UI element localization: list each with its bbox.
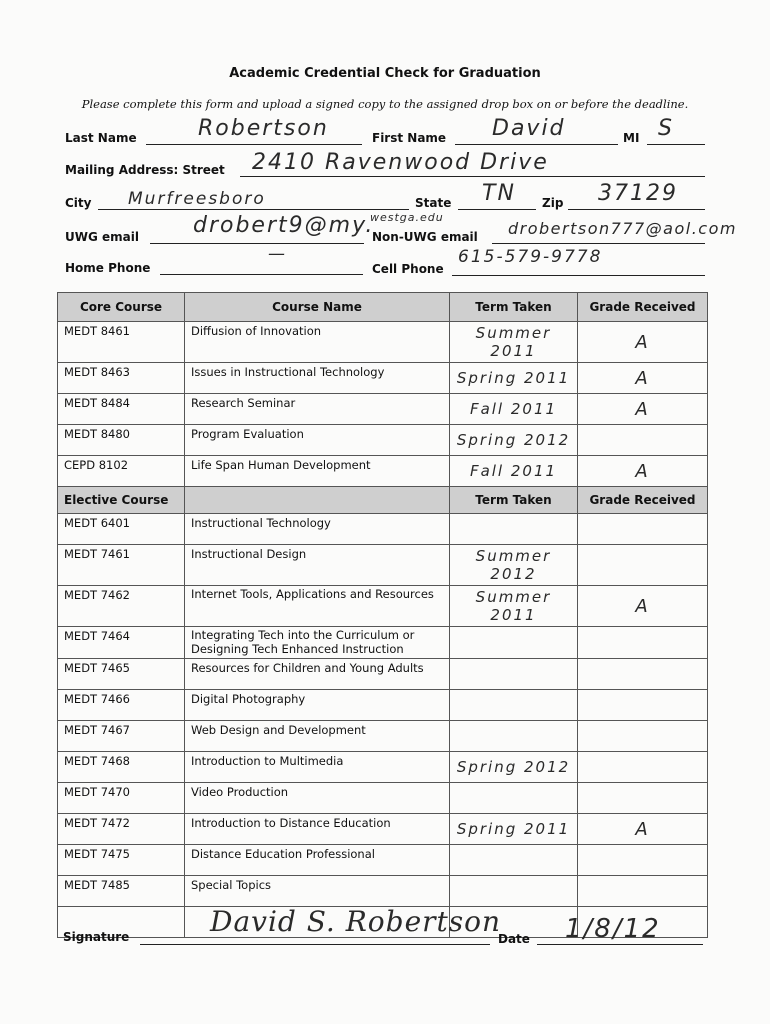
uwg-email-line: [150, 243, 364, 244]
term-field[interactable]: Spring 2012: [450, 752, 578, 783]
form-instructions: Please complete this form and upload a signed copy to the assigned drop box on or before the deadline.: [81, 97, 689, 111]
table-row: [58, 456, 708, 487]
non-uwg-email-line: [492, 243, 705, 244]
grade-field[interactable]: [578, 690, 708, 721]
grade-field[interactable]: [578, 752, 708, 783]
grade-field[interactable]: A: [578, 394, 708, 425]
course-name: Distance Education Professional: [185, 845, 450, 876]
term-field[interactable]: [450, 721, 578, 752]
table-row: [58, 690, 708, 721]
header-elective-blank: [185, 487, 450, 514]
course-code: MEDT 7461: [58, 545, 185, 586]
signature-line: [140, 944, 490, 945]
table-row: [58, 394, 708, 425]
table-row: [58, 363, 708, 394]
course-code: MEDT 7468: [58, 752, 185, 783]
term-field[interactable]: Spring 2011: [450, 814, 578, 845]
header-grade-received: Grade Received: [578, 293, 708, 322]
grade-field[interactable]: [578, 845, 708, 876]
state-field[interactable]: TN: [482, 181, 516, 206]
street-field[interactable]: 2410 Ravenwood Drive: [252, 150, 549, 175]
course-name: Research Seminar: [185, 394, 450, 425]
grade-field[interactable]: [578, 876, 708, 907]
course-code: MEDT 8461: [58, 322, 185, 363]
street-line: [240, 176, 705, 177]
term-field[interactable]: [450, 876, 578, 907]
course-code: MEDT 8484: [58, 394, 185, 425]
table-row: [58, 514, 708, 545]
course-name: Digital Photography: [185, 690, 450, 721]
table-row: [58, 783, 708, 814]
grade-field[interactable]: [578, 425, 708, 456]
term-field[interactable]: [450, 514, 578, 545]
course-name: Issues in Instructional Technology: [185, 363, 450, 394]
term-field[interactable]: Summer 2011: [450, 586, 578, 627]
course-code: MEDT 8463: [58, 363, 185, 394]
term-field[interactable]: [450, 627, 578, 659]
table-row: [58, 752, 708, 783]
course-code: MEDT 7485: [58, 876, 185, 907]
grade-field[interactable]: A: [578, 586, 708, 627]
date-field[interactable]: 1/8/12: [565, 914, 661, 944]
term-field[interactable]: [450, 690, 578, 721]
header-term-taken: Term Taken: [450, 293, 578, 322]
elective-header-row: [58, 487, 708, 514]
grade-field[interactable]: A: [578, 363, 708, 394]
grade-field[interactable]: A: [578, 322, 708, 363]
grade-field[interactable]: [578, 627, 708, 659]
course-name: Integrating Tech into the Curriculum or Designing Tech Enhanced Instruction: [185, 627, 450, 659]
cell-phone-label: Cell Phone: [372, 262, 444, 276]
first-name-field[interactable]: David: [492, 116, 566, 141]
table-row: [58, 876, 708, 907]
last-name-field[interactable]: Robertson: [198, 116, 329, 141]
course-code: MEDT 7475: [58, 845, 185, 876]
course-name: Program Evaluation: [185, 425, 450, 456]
home-phone-label: Home Phone: [65, 261, 151, 275]
city-label: City: [65, 196, 92, 210]
grade-field[interactable]: [578, 514, 708, 545]
course-code: MEDT 7470: [58, 783, 185, 814]
course-code: CEPD 8102: [58, 456, 185, 487]
grade-field[interactable]: A: [578, 456, 708, 487]
course-code: MEDT 7472: [58, 814, 185, 845]
header-elective-grade: Grade Received: [578, 487, 708, 514]
street-label: Mailing Address: Street: [65, 163, 225, 177]
term-field[interactable]: [450, 845, 578, 876]
course-name: Special Topics: [185, 876, 450, 907]
last-name-line: [146, 144, 362, 145]
signature-label: Signature: [63, 930, 130, 944]
term-field[interactable]: [450, 659, 578, 690]
term-field[interactable]: Fall 2011: [450, 394, 578, 425]
first-name-label: First Name: [372, 131, 447, 145]
term-field[interactable]: [450, 783, 578, 814]
course-name: Web Design and Development: [185, 721, 450, 752]
header-core-course: Core Course: [58, 293, 185, 322]
course-table: [57, 292, 708, 938]
grade-field[interactable]: [578, 783, 708, 814]
grade-field[interactable]: [578, 659, 708, 690]
term-field[interactable]: Summer 2011: [450, 322, 578, 363]
home-phone-line: [160, 274, 363, 275]
course-name: Introduction to Multimedia: [185, 752, 450, 783]
course-code: MEDT 7467: [58, 721, 185, 752]
term-field[interactable]: Spring 2011: [450, 363, 578, 394]
course-code: MEDT 7462: [58, 586, 185, 627]
city-line: [98, 209, 409, 210]
term-field[interactable]: Fall 2011: [450, 456, 578, 487]
cell-phone-line: [452, 275, 705, 276]
course-name: Diffusion of Innovation: [185, 322, 450, 363]
header-course-name: Course Name: [185, 293, 450, 322]
table-header-row: [58, 293, 708, 322]
table-row: [58, 814, 708, 845]
table-row: [58, 586, 708, 627]
table-row: [58, 845, 708, 876]
grade-field[interactable]: [578, 721, 708, 752]
uwg-email-field[interactable]: drobert9@my.: [193, 213, 375, 238]
term-field[interactable]: Summer 2012: [450, 545, 578, 586]
home-phone-field[interactable]: —: [268, 244, 287, 264]
table-row: [58, 322, 708, 363]
signature-field[interactable]: David S. Robertson: [210, 905, 502, 938]
course-name: Video Production: [185, 783, 450, 814]
mi-field[interactable]: S: [658, 116, 674, 141]
date-line: [537, 944, 703, 945]
course-name: Internet Tools, Applications and Resources: [185, 586, 450, 627]
course-name: Instructional Design: [185, 545, 450, 586]
last-name-label: Last Name: [65, 131, 137, 145]
term-field[interactable]: Spring 2012: [450, 425, 578, 456]
table-row: [58, 425, 708, 456]
uwg-email-suffix: westga.edu: [370, 211, 444, 224]
grade-field[interactable]: A: [578, 814, 708, 845]
uwg-email-label: UWG email: [65, 230, 139, 244]
non-uwg-email-label: Non-UWG email: [372, 230, 478, 244]
header-elective-course: Elective Course: [58, 487, 185, 514]
table-row: [58, 721, 708, 752]
zip-label: Zip: [542, 196, 564, 210]
non-uwg-email-field[interactable]: drobertson777@aol.com: [508, 219, 737, 238]
table-row: [58, 545, 708, 586]
course-code: MEDT 6401: [58, 514, 185, 545]
course-code: MEDT 7466: [58, 690, 185, 721]
state-line: [458, 209, 536, 210]
cell-phone-field[interactable]: 615-579-9778: [458, 247, 603, 267]
course-code: MEDT 7465: [58, 659, 185, 690]
table-row: [58, 659, 708, 690]
form-title: Academic Credential Check for Graduation: [229, 66, 541, 81]
date-label: Date: [498, 932, 530, 946]
mi-line: [647, 144, 705, 145]
table-row: [58, 627, 708, 659]
course-code: MEDT 8480: [58, 425, 185, 456]
zip-line: [568, 209, 705, 210]
course-name: Life Span Human Development: [185, 456, 450, 487]
course-name: Resources for Children and Young Adults: [185, 659, 450, 690]
course-name: Instructional Technology: [185, 514, 450, 545]
header-elective-term: Term Taken: [450, 487, 578, 514]
course-name: Introduction to Distance Education: [185, 814, 450, 845]
zip-field[interactable]: 37129: [598, 181, 678, 206]
city-field[interactable]: Murfreesboro: [128, 189, 266, 209]
first-name-line: [455, 144, 618, 145]
course-code: MEDT 7464: [58, 627, 185, 659]
state-label: State: [415, 196, 452, 210]
mi-label: MI: [623, 131, 640, 145]
grade-field[interactable]: [578, 545, 708, 586]
